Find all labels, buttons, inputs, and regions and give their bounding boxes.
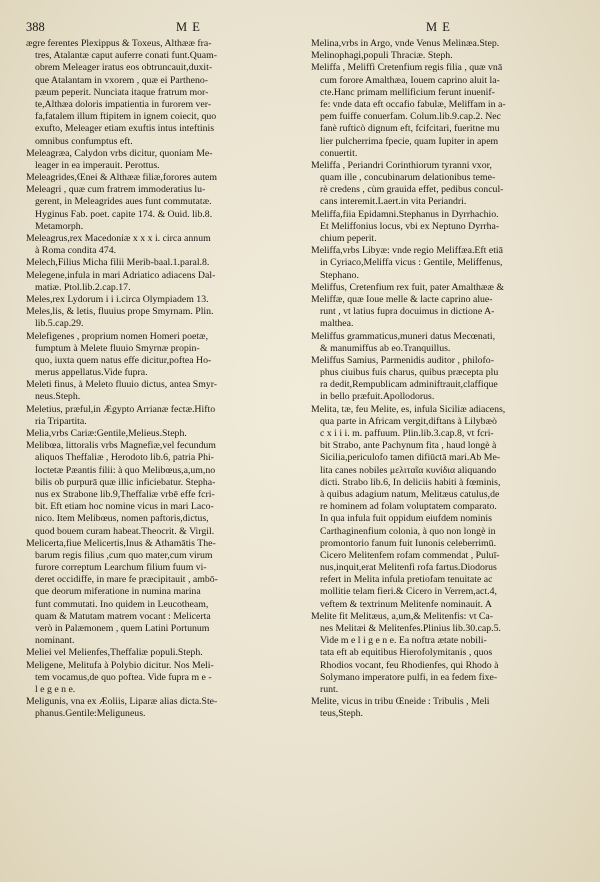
text-line: verò in Palæmonem , quem Latini Portunum — [35, 623, 210, 634]
text-line: tres, Atalantæ caput auferre conati funt.Quam- — [35, 50, 217, 62]
text-line: Melefigenes , proprium nomen Homeri poetæ, — [26, 330, 209, 342]
text-line: Melina,vrbs in Argo, vnde Venus Melinæa.Step. — [311, 38, 500, 49]
text-line: pem fuiffe conuerfam. Colum.lib.9.cap.2. Nec — [320, 111, 502, 123]
text-line: quam & Matutam matrem vocant : Melicerta — [35, 610, 211, 622]
text-line: Melinophagi,populi Thraciæ. Steph. — [311, 50, 453, 62]
text-line: & manumiffus ab eo.Tranquillus. — [320, 342, 451, 354]
text-line: Meles,rex Lydorum i i i.circa Olympiadem 13. — [26, 293, 209, 305]
text-line: fanè rufticò dignum eft, fcifcitari, fueritne mu — [320, 123, 500, 135]
text-line: Vide m e l i g e n e. Ea noftra ætate nobili- — [320, 635, 487, 647]
text-line: phus ciuibus fuis charus, quibus præcepta plu — [320, 367, 499, 379]
text-line: cum forore Amalthæa, Iouem caprino aluit la- — [320, 74, 500, 86]
text-line: quod bouem curam habeat.Theocrit. & Virgil. — [35, 525, 215, 537]
text-line: bit. Eft etiam hoc nomine vicus in mari Laco- — [35, 501, 214, 513]
text-line: rè credens , cùm grauida effet, pedibus concul- — [320, 184, 504, 196]
text-line: Meleagrides,Œnei & Althææ filiæ,forores autem — [26, 172, 218, 184]
text-line: Meleagrus,rex Macedoniæ x x x i. circa annum — [26, 233, 211, 244]
text-line: re hominem ad folam voluptatem comparato. — [320, 501, 497, 513]
text-line: Meleagri , quæ cum fratrem immoderatius lu- — [26, 184, 206, 196]
text-line: Cicero Melitenfem rofam commendat , Puluī- — [320, 549, 500, 561]
text-line: Meliffa,vrbs Libyæ: vnde regio Meliffæa.Eft etiā — [311, 245, 503, 257]
text-line: Meliffus grammaticus,muneri datus Mecœnati, — [311, 330, 496, 342]
text-line: te,Althæa doloris impatientia in furorem ver- — [35, 98, 212, 110]
header-letters-right: M E — [426, 20, 451, 34]
text-line: fe: vnde data eft occafio fabulæ, Meliffam in a- — [320, 98, 506, 110]
text-line: Meliffa , Meliffi Cretenfium regis filia , quæ vnā — [311, 62, 503, 74]
text-line: Meliffa,fiia Epidamni.Stephanus in Dyrrhachio. — [311, 208, 499, 220]
text-line: lier pulcherrima fpecie, quam Iupiter in apem — [320, 135, 499, 147]
text-line: tem vocamus,de quo poftea. Vide fupra m e - — [35, 671, 212, 683]
text-line: nus,inquit,erat Melitenfi rofa fartus.Diodorus — [320, 562, 497, 574]
text-line: cte.Hanc primam mellificium ferunt inuenif- — [320, 86, 495, 98]
header-letters-left: M E — [176, 20, 201, 34]
text-line: leager in ea imperauit. Perottus. — [35, 159, 160, 171]
text-line: l e g e n e. — [35, 683, 76, 695]
text-line: pæum peperit. Nunciata itaque fratrum mor- — [35, 86, 209, 98]
text-line: obrem Meleager iratus eos obtruncauit,duxit- — [35, 62, 213, 74]
text-line: dicti. Strabo lib.6, In deliciis habiti à fœminis, — [320, 476, 501, 488]
text-line: fa,fatalem illum ftipitem in ignem coiecit, quo — [35, 111, 217, 123]
left-column — [26, 38, 296, 721]
text-line: furore correptum Learchum filium fuum vi- — [35, 562, 207, 574]
text-line: Rhodios vocant, feu Rhodienfes, qui Rhodo à — [320, 659, 499, 671]
text-line: Meleti finus, à Meleto fluuio dictus, antea Smyr- — [26, 379, 218, 391]
text-line: refert in Melita infula pretiofam tenuitate ac — [320, 574, 493, 586]
text-line: barum regis filius ,cum quo mater,cum virum — [35, 549, 213, 561]
text-line: Sicilia,periculofo tamen difiūctā mari.Ab Me- — [320, 452, 501, 464]
text-line: Carthaginenfium colonia, à quo non longè in — [320, 525, 496, 537]
text-line: lita canes nobiles μελιταῖα κυνίδια aliquando — [320, 464, 497, 476]
text-line: Meliffa , Periandri Corinthiorum tyranni vxor, — [311, 159, 492, 171]
text-line: quo, iuxta quem natus effe dicitur,poftea Ho- — [35, 354, 212, 366]
text-line: Melibœa, littoralis vrbs Magnefiæ,vel fecundum — [26, 440, 216, 452]
text-line: ra dedit,Rempublicam adminiftrauit,claffique — [320, 379, 498, 391]
text-line: omnibus confumptus eft. — [35, 135, 133, 147]
text-line: funt commutati. Ino quidem in Leucotheam, — [35, 598, 209, 610]
text-line: promontorio fanum fuit Iunonis celeberrimū. — [320, 537, 497, 549]
text-line: ria Tripartita. — [35, 415, 87, 427]
text-line: Meles,lis, & letis, fluuius prope Smyrnam. Plin. — [26, 306, 214, 318]
text-line: in bello præfuit.Apollodorus. — [320, 391, 435, 403]
text-line: Meliei vel Melienfes,Theffaliæ populi.Steph. — [26, 647, 203, 659]
text-line: teus,Steph. — [320, 708, 363, 720]
text-line: Melech,Filius Micha filii Merib-baal.1.paral.8. — [26, 257, 210, 269]
text-line: loctetæ Pæantis filii: à quo Melibœus,a,um,no — [35, 464, 216, 476]
text-line: Meliffus, Cretenfium rex fuit, pater Amalthææ & — [311, 281, 505, 293]
text-line: veftem & textrinum Melitenfe nominauit. A — [320, 598, 492, 610]
text-line: runt. — [320, 683, 339, 695]
text-line: nes Melitæi & Melitenfes.Plinius lib.30.cap.5. — [320, 623, 501, 634]
text-line: lib.5.cap.29. — [35, 318, 84, 330]
text-line: merus appellatus.Vide fupra. — [35, 367, 148, 379]
text-line: à Roma condita 474. — [35, 245, 117, 257]
text-line: runt , vt latius fupra docuimus in dictione A- — [320, 306, 495, 318]
text-line: Melite, vicus in tribu Œneide : Tribulis , Meli — [311, 696, 490, 708]
text-line: Meligunis, vna ex Æoliis, Liparæ alias dicta.Ste- — [26, 696, 218, 708]
text-line: Stephano. — [320, 269, 359, 281]
text-line: Meligene, Melitufa à Polybio dicitur. Nos Meli- — [26, 659, 214, 671]
text-line: Melegene,infula in mari Adriatico adiacens Dal- — [26, 269, 216, 281]
text-line: bit Strabo, ante Pachynum fita , haud longè à — [320, 440, 497, 452]
text-line: gerent, in Meleagrides aues funt commutatæ. — [35, 196, 212, 208]
text-line: nominant. — [35, 635, 75, 647]
right-column — [311, 38, 581, 721]
text-line: qua parte in Africam vergit,diftans à Lilybæò — [320, 415, 497, 427]
text-line: à quibus adagium natum, Melitæus catulus,de — [320, 488, 500, 500]
text-line: fumptum à Melete fluuio Smyrnæ propin- — [35, 342, 200, 354]
text-line: Et Meliffonius locus, vbi ex Neptuno Dyrrha- — [320, 220, 500, 232]
text-line: Melicerta,fiue Melicertis,Inus & Athamātis The- — [26, 537, 216, 549]
text-line: Meliffæ, quæ Ioue melle & lacte caprino alue- — [311, 293, 493, 305]
text-line: neus.Steph. — [35, 391, 81, 403]
text-line: c x i i i. m. paffuum. Plin.lib.3.cap.8, vt fcri- — [320, 428, 494, 439]
text-line: bilis ob purpurā quæ illic inficiebatur. Stepha- — [35, 476, 216, 488]
text-line: Meleagræa, Calydon vrbs dicitur, quoniam Me- — [26, 147, 213, 159]
running-header — [0, 20, 600, 36]
text-line: In qua infula fuit oppidum eiufdem nominis — [320, 513, 492, 525]
text-line: cans interemit.Laert.in vita Periandri. — [320, 196, 467, 208]
text-line: in Cyriaco,Meliffa vicus : Gentile, Meliffenus, — [320, 257, 503, 269]
text-line: nus ex Strabone lib.9,Theffaliæ vrbē effe fcri- — [35, 488, 215, 500]
page-number: 388 — [26, 20, 45, 34]
text-line: Hyginus Fab. poet. capite 174. & Ouid. lib.8. — [35, 208, 213, 220]
text-line: que deorum miferatione in numina marina — [35, 586, 201, 598]
text-line: Metamorph. — [35, 220, 84, 232]
text-line: quam ille , concubinarum delationibus teme- — [320, 172, 496, 184]
text-line: aliquos Theffaliæ , Herodoto lib.6, patria Phi- — [35, 452, 214, 464]
text-line: Melite fit Melitæus, a,um,& Melitenfis: vt Ca- — [311, 610, 494, 622]
text-line: ægre ferentes Plexippus & Toxeus, Althææ fra- — [26, 38, 212, 49]
text-line: que Atalantam in vxorem , quæ ei Partheno- — [35, 74, 209, 86]
text-line: Meletius, præful,in Ægypto Arrianæ fectæ.Hifto — [26, 403, 216, 415]
text-line: exufto, Meleager etiam exuftis intus inteftinis — [35, 123, 215, 135]
text-line: Solymano imperatore pulfi, in ea fedem fixe- — [320, 671, 498, 683]
text-line: Meliffus Samius, Parmenidis auditor , philofo- — [311, 354, 494, 366]
text-line: Melia,vrbs Cariæ:Gentile,Melieus.Steph. — [26, 428, 187, 439]
text-line: nico. Item Melibœus, nomen paftoris,dictus, — [35, 513, 209, 525]
text-line: conuertit. — [320, 147, 358, 159]
text-line: phanus.Gentile:Meliguneus. — [35, 708, 146, 720]
text-line: chium peperit. — [320, 233, 377, 244]
text-line: tata eft ab equitibus Hierofolymitanis , quos — [320, 647, 493, 659]
text-line: Melita, tæ, feu Melite, es, infula Siciliæ adiacens, — [311, 403, 506, 415]
text-line: matiæ. Ptol.lib.2.cap.17. — [35, 281, 131, 293]
text-line: malthea. — [320, 318, 354, 330]
text-line: mollitie telam fieri.& Cicero in Verrem,act.4, — [320, 586, 497, 598]
text-line: deret occidiffe, in mare fe præcipitauit , ambō- — [35, 574, 218, 586]
